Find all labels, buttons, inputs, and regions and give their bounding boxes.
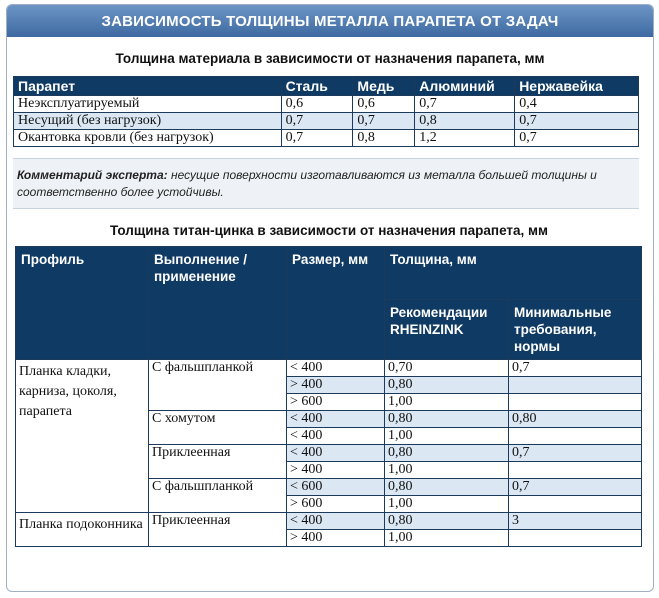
rec-cell: 0,80 bbox=[385, 411, 509, 428]
banner-title: ЗАВИСИМОСТЬ ТОЛЩИНЫ МЕТАЛЛА ПАРАПЕТА ОТ ЗАДАЧ bbox=[7, 5, 653, 37]
table-cell: 0,4 bbox=[515, 96, 639, 113]
rec-cell: 0,80 bbox=[385, 479, 509, 496]
table-cell: 0,7 bbox=[415, 96, 515, 113]
table-cell: 0,6 bbox=[353, 96, 415, 113]
table-cell: 0,6 bbox=[281, 96, 353, 113]
min-cell bbox=[509, 428, 642, 445]
profile-cell: Планка кладки, карниза, цоколя, парапета bbox=[16, 360, 149, 513]
size-cell: < 600 bbox=[287, 479, 385, 496]
table-cell: Окантовка кровли (без нагрузок) bbox=[14, 130, 282, 147]
execution-cell: С фальшпланкой bbox=[149, 360, 287, 411]
min-cell: 0,80 bbox=[509, 411, 642, 428]
execution-cell: С хомутом bbox=[149, 411, 287, 445]
size-cell: > 400 bbox=[287, 462, 385, 479]
table2-title: Толщина титан-цинка в зависимости от назначения парапета, мм bbox=[109, 223, 549, 238]
table-header-row bbox=[16, 247, 642, 300]
table-row bbox=[14, 113, 639, 130]
header-steel: Сталь bbox=[281, 77, 353, 96]
min-cell: 0,7 bbox=[509, 360, 642, 377]
header-size: Размер, мм bbox=[287, 247, 385, 360]
table-cell: 0,8 bbox=[353, 130, 415, 147]
size-cell: > 400 bbox=[287, 530, 385, 547]
table-row bbox=[16, 360, 642, 377]
min-cell: 0,7 bbox=[509, 445, 642, 462]
size-cell: < 400 bbox=[287, 428, 385, 445]
comment-label: Комментарий эксперта: bbox=[17, 168, 168, 182]
header-execution: Выполнение / применение bbox=[149, 247, 287, 360]
table-cell: 0,7 bbox=[281, 130, 353, 147]
profile-cell: Планка подоконника bbox=[16, 513, 149, 547]
header-min-requirements: Минимальные требования, нормы bbox=[509, 300, 642, 360]
header-aluminium: Алюминий bbox=[415, 77, 515, 96]
titanium-zinc-table bbox=[15, 246, 642, 547]
table1-title: Толщина материала в зависимости от назначения парапета, мм bbox=[115, 51, 545, 66]
min-cell bbox=[509, 462, 642, 479]
header-thickness: Толщина, мм bbox=[385, 247, 642, 300]
min-cell bbox=[509, 377, 642, 394]
size-cell: > 400 bbox=[287, 377, 385, 394]
min-cell bbox=[509, 394, 642, 411]
rec-cell: 1,00 bbox=[385, 462, 509, 479]
rec-cell: 1,00 bbox=[385, 394, 509, 411]
material-thickness-table bbox=[13, 76, 639, 147]
min-cell: 0,7 bbox=[509, 479, 642, 496]
header-profile: Профиль bbox=[16, 247, 149, 360]
rec-cell: 0,80 bbox=[385, 513, 509, 530]
table-cell: 0,8 bbox=[415, 113, 515, 130]
table-cell: 0,7 bbox=[515, 113, 639, 130]
header-parapet: Парапет bbox=[14, 77, 282, 96]
table-cell: Неэксплуатируемый bbox=[14, 96, 282, 113]
rec-cell: 0,70 bbox=[385, 360, 509, 377]
expert-comment bbox=[13, 158, 639, 209]
table-header-row bbox=[14, 77, 639, 96]
min-cell bbox=[509, 496, 642, 513]
execution-cell: Приклеенная bbox=[149, 513, 287, 547]
execution-cell: Приклеенная bbox=[149, 445, 287, 479]
table-cell: 0,7 bbox=[281, 113, 353, 130]
size-cell: < 400 bbox=[287, 445, 385, 462]
table-row bbox=[16, 513, 642, 530]
table-cell: 0,7 bbox=[515, 130, 639, 147]
size-cell: > 600 bbox=[287, 394, 385, 411]
min-cell: 3 bbox=[509, 513, 642, 530]
table-row bbox=[14, 96, 639, 113]
table-cell: 0,7 bbox=[353, 113, 415, 130]
header-rheinzink: Рекомендации RHEINZINK bbox=[385, 300, 509, 360]
size-cell: > 600 bbox=[287, 496, 385, 513]
table-row bbox=[14, 130, 639, 147]
size-cell: < 400 bbox=[287, 360, 385, 377]
rec-cell: 1,00 bbox=[385, 428, 509, 445]
header-stainless: Нержавейка bbox=[515, 77, 639, 96]
rec-cell: 0,80 bbox=[385, 377, 509, 394]
size-cell: < 400 bbox=[287, 513, 385, 530]
size-cell: < 400 bbox=[287, 411, 385, 428]
rec-cell: 0,80 bbox=[385, 445, 509, 462]
table-cell: Несущий (без нагрузок) bbox=[14, 113, 282, 130]
min-cell bbox=[509, 530, 642, 547]
comment-text: несущие поверхности изготавливаются из металла большей толщины и соответственно более устойчивы. bbox=[17, 168, 597, 199]
execution-cell: С фальшпланкой bbox=[149, 479, 287, 513]
rec-cell: 1,00 bbox=[385, 530, 509, 547]
table-cell: 1,2 bbox=[415, 130, 515, 147]
rec-cell: 1,00 bbox=[385, 496, 509, 513]
header-copper: Медь bbox=[353, 77, 415, 96]
